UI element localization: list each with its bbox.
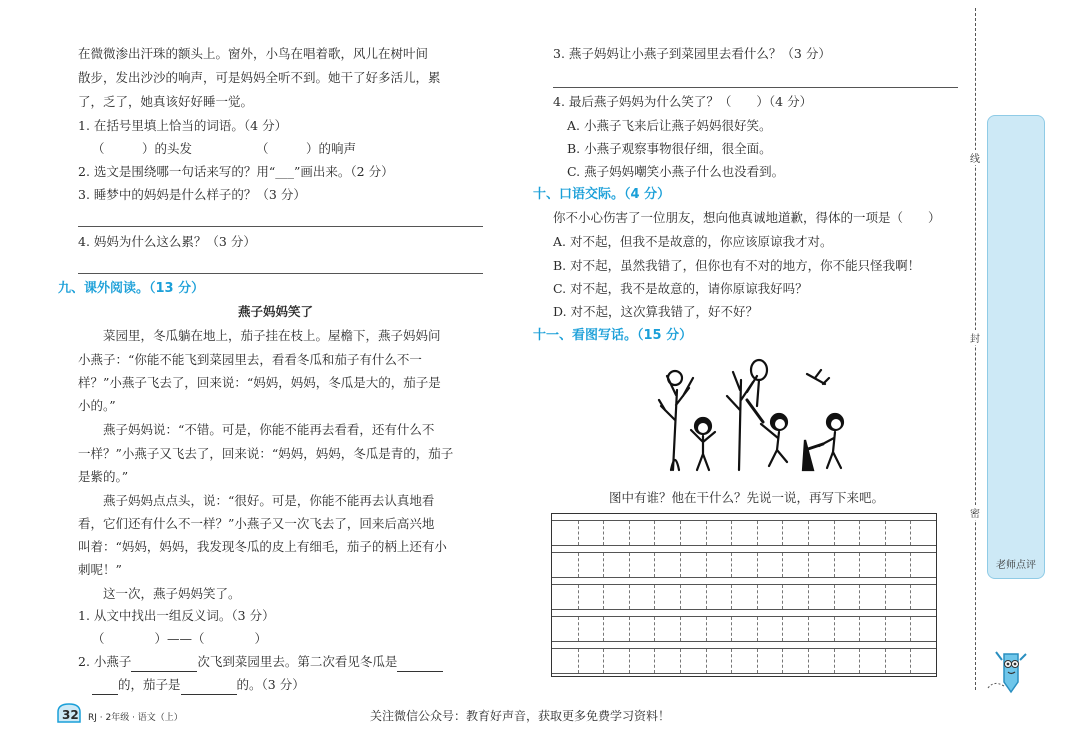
s2-blank-1[interactable] [131,657,197,672]
picture-illustration [653,350,868,474]
q1-blank-a[interactable]: （ ）的头发 [92,141,193,156]
grid-cell-divider [808,617,809,641]
grid-cell-divider [578,521,579,545]
grid-cell-divider [706,553,707,577]
grid-cell-divider [910,649,911,673]
question-2: 2. 选文是围绕哪一句话来写的？用“___”画出来。（2 分） [78,164,394,179]
grid-row[interactable] [552,584,936,610]
grid-cell-divider [757,649,758,673]
grid-cell-divider [782,617,783,641]
grid-cell-divider [859,617,860,641]
grid-cell-divider [578,617,579,641]
story-line: 菜园里，冬瓜躺在地上，茄子挂在枝上。屋檐下，燕子妈妈问 [78,328,441,343]
binding-char: 密 [963,505,987,520]
grid-cell-divider [629,649,630,673]
s2-text-b: 次飞到菜园里去。第二次看见冬瓜是 [197,654,398,669]
option-b[interactable]: B. 小燕子观察事物很仔细，很全面。 [567,141,772,156]
page-number: 32 [62,708,79,722]
grid-cell-divider [654,585,655,609]
grid-cell-divider [885,553,886,577]
grid-cell-divider [834,649,835,673]
option-b[interactable]: B. 对不起，虽然我错了，但你也有不对的地方，你不能只怪我啊！ [553,258,921,273]
wechat-notice: 关注微信公众号：教育好声音，获取更多免费学习资料！ [370,709,671,723]
grid-row[interactable] [552,648,936,674]
question-10: 你不小心伤害了一位朋友，想向他真诚地道歉，得体的一项是（ ） [553,210,941,225]
grid-cell-divider [757,585,758,609]
option-d[interactable]: D. 对不起，这次算我错了，好不好？ [553,304,759,319]
grid-cell-divider [782,585,783,609]
answer-line[interactable] [78,273,483,274]
grid-cell-divider [910,585,911,609]
binding-line [975,8,976,690]
grid-cell-divider [757,553,758,577]
q1-blank-b[interactable]: （ ）的响声 [256,141,357,156]
grid-cell-divider [629,521,630,545]
section-9-heading: 九、课外阅读。（13 分） [58,281,205,296]
grid-cell-divider [885,521,886,545]
grid-cell-divider [757,617,758,641]
grid-cell-divider [706,521,707,545]
grid-cell-divider [885,617,886,641]
story-question-1: 1. 从文中找出一组反义词。（3 分） [78,608,275,623]
story-title: 燕子妈妈笑了 [238,304,314,319]
grid-cell-divider [834,585,835,609]
option-a[interactable]: A. 小燕子飞来后让燕子妈妈很好笑。 [567,118,772,133]
section-11-heading: 十一、看图写话。（15 分） [533,328,693,343]
book-info: RJ · 2年级 · 语文（上） [88,713,183,723]
grid-cell-divider [859,649,860,673]
binding-char: 线 [963,150,987,165]
writing-grid[interactable] [551,513,937,677]
story-line: 燕子妈妈说：“不错。可是，你能不能再去看看，还有什么不 [78,422,435,437]
grid-cell-divider [603,585,604,609]
grid-row[interactable] [552,552,936,578]
grid-cell-divider [757,521,758,545]
grid-cell-divider [731,617,732,641]
section-10-heading: 十、口语交际。（4 分） [533,187,671,202]
grid-cell-divider [859,585,860,609]
grid-cell-divider [603,649,604,673]
grid-cell-divider [680,585,681,609]
grid-cell-divider [603,553,604,577]
grid-cell-divider [731,553,732,577]
grid-cell-divider [654,649,655,673]
grid-cell-divider [782,649,783,673]
story-line: 这一次，燕子妈妈笑了。 [78,586,241,601]
grid-row[interactable] [552,616,936,642]
s2-blank-2[interactable] [397,657,443,672]
picture-prompt: 图中有谁？他在干什么？先说一说，再写下来吧。 [609,490,885,505]
grid-row[interactable] [552,520,936,546]
story-question-2-cont [92,675,305,695]
story-line: 燕子妈妈点点头，说：“很好。可是，你能不能再去认真地看 [78,493,435,508]
grid-cell-divider [654,521,655,545]
passage-line: 了，乏了，她真该好好睡一觉。 [78,94,254,109]
grid-cell-divider [629,617,630,641]
grid-cell-divider [782,521,783,545]
mascot-pencil-icon [984,644,1034,696]
story-line: 是紫的。” [78,469,129,484]
antonym-blanks[interactable]: （ ）——（ ） [92,631,268,646]
grid-cell-divider [731,521,732,545]
grid-cell-divider [629,585,630,609]
story-line: 一样？”小燕子又飞去了，回来说：“妈妈，妈妈，冬瓜是青的，茄子 [78,446,454,461]
s2-text-c: 的，茄子是 [118,677,181,692]
option-a[interactable]: A. 对不起，但我不是故意的，你应该原谅我才对。 [553,234,833,249]
grid-cell-divider [834,553,835,577]
grid-cell-divider [808,521,809,545]
grid-cell-divider [910,553,911,577]
story-question-4: 4. 最后燕子妈妈为什么笑了？（ ）（4 分） [553,94,813,109]
binding-char: 封 [963,330,987,345]
question-1: 1. 在括号里填上恰当的词语。（4 分） [78,118,288,133]
grid-cell-divider [680,521,681,545]
grid-cell-divider [859,553,860,577]
answer-line[interactable] [553,87,958,88]
story-line: 小燕子：“你能不能飞到菜园里去，看看冬瓜和茄子有什么不一 [78,352,422,367]
grid-cell-divider [808,553,809,577]
story-line: 看，它们还有什么不一样？”小燕子又一次飞去了，回来后高兴地 [78,516,435,531]
grid-cell-divider [731,649,732,673]
grid-cell-divider [603,521,604,545]
teacher-comment-panel[interactable] [987,115,1045,579]
grid-cell-divider [706,649,707,673]
story-line: 刺呢！” [78,562,122,577]
grid-cell-divider [578,649,579,673]
passage-line: 在微微渗出汗珠的额头上。窗外，小鸟在唱着歌，风儿在树叶间 [78,46,429,61]
grid-cell-divider [680,553,681,577]
question-4: 4. 妈妈为什么这么累？（3 分） [78,234,256,249]
grid-cell-divider [629,553,630,577]
option-c[interactable]: C. 对不起，我不是故意的，请你原谅我好吗？ [553,281,808,296]
s2-text-d: 的。（3 分） [236,677,305,692]
s2-text-a: 2. 小燕子 [78,654,132,669]
grid-cell-divider [731,585,732,609]
grid-cell-divider [706,585,707,609]
grid-cell-divider [808,585,809,609]
story-question-2 [78,652,443,672]
grid-cell-divider [680,617,681,641]
grid-cell-divider [654,617,655,641]
answer-line[interactable] [78,226,483,227]
grid-cell-divider [603,617,604,641]
grid-cell-divider [885,585,886,609]
grid-cell-divider [910,617,911,641]
grid-cell-divider [680,649,681,673]
grid-cell-divider [834,617,835,641]
grid-cell-divider [578,553,579,577]
grid-cell-divider [706,617,707,641]
s2-blank-3[interactable] [92,680,118,695]
story-line: 小的。” [78,398,116,413]
grid-cell-divider [578,585,579,609]
story-line: 叫着：“妈妈，妈妈，我发现冬瓜的皮上有细毛，茄子的柄上还有小 [78,539,447,554]
passage-line: 散步，发出沙沙的响声，可是妈妈全听不到。她干了好多活儿，累 [78,70,441,85]
grid-cell-divider [834,521,835,545]
grid-cell-divider [859,521,860,545]
grid-cell-divider [654,553,655,577]
story-line: 样？”小燕子飞去了，回来说：“妈妈，妈妈，冬瓜是大的，茄子是 [78,375,441,390]
s2-blank-4[interactable] [181,680,237,695]
option-c[interactable]: C. 燕子妈妈嘲笑小燕子什么也没看到。 [567,164,785,179]
grid-cell-divider [885,649,886,673]
story-question-3: 3. 燕子妈妈让小燕子到菜园里去看什么？（3 分） [553,46,831,61]
grid-cell-divider [910,521,911,545]
grid-cell-divider [782,553,783,577]
question-3: 3. 睡梦中的妈妈是什么样子的？（3 分） [78,187,306,202]
teacher-comment-label: 老师点评 [996,560,1036,571]
grid-cell-divider [808,649,809,673]
